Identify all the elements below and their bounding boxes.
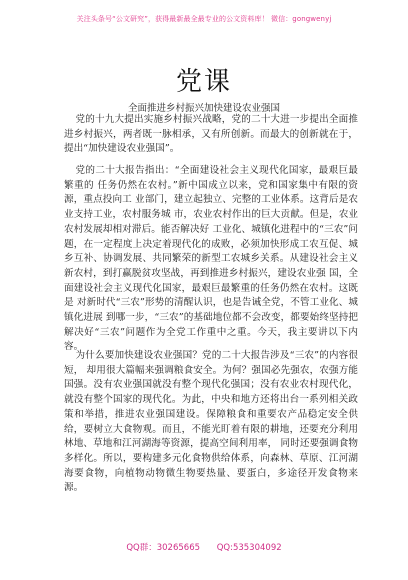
footer-qq: QQ:535304092 — [216, 543, 282, 553]
paragraph-why: 为什么要加快建设农业强国？党的二十大报告涉及“三农”的内容很短， 却用很大篇幅来强调粮食安全。为何？强国必先强农，农强方能国强。没有农业强国就没有整个现代化强国；没有农业农村现代化，就没有整个国家的现代化。为此，中央和地方还将出台一系列相关政策和举措，推进农业强国建设。保障粮食和重要农产品稳定安全供给，要树立大食物观。而且，不能光盯着有限的耕地，还要充分利用林地、草地和江河湖海等资源，提高空间利用率， 同时还要强调食物多样化。所以，要构建多元化食物供给体系，向森林、草原、江河湖海要食物，向植物动物微生物要热量、要蛋白，多途径开发食物来源。 — [64, 350, 358, 494]
footer-contact — [0, 541, 408, 553]
paragraph-intro: 党的十九大提出实施乡村振兴战略，党的二十大进一步提出全面推进乡村振兴，两者既一脉相承，又有所创新。而最大的创新就在于，提出“加快建设农业强国”。 — [64, 114, 358, 155]
page-title: 党课 — [175, 67, 232, 97]
footer-qq-group: QQ群：30265665 — [126, 543, 201, 553]
top-banner: 关注头条号“公文研究”，获得最新最全最专业的公文资料库！ 微信：gongwenyj — [76, 15, 332, 23]
paragraph-report: 党的二十大报告指出：“全面建设社会主义现代化国家，最艰巨最繁重的 任务仍然在农村。”新中国成立以来，党和国家集中有限的资源，重点投向工 业部门，建立起独立、完整的工业体系。这背后是农业支持工业，农村服务城 市，农业农村作出的巨大贡献。但是，农业农村发展却相对滞后。能否解决好 工业化、城镇化进程中的“三农”问题，在一定程度上决定着现代化的成败，必须加快形成工农互促、城乡互补、协调发展、共同繁荣的新型工农城乡关系。从建设社会主义新农村，到打赢脱贫攻坚战，再到推进乡村振兴，建设农业强 国，全面建设社会主义现代化国家，最艰巨最繁重的任务仍然在农村。这既是 对新时代“三农”形势的清醒认识，也是告诫全党，不管工业化、城镇化进展 到哪一步，“三农”的基础地位都不会改变，都要始终坚持把解决好“三农”问题作为全党工作重中之重。今天，我主要讲以下内容。 — [64, 165, 358, 353]
page-subtitle: 全面推进乡村振兴加快建设农业强国 — [127, 103, 280, 114]
